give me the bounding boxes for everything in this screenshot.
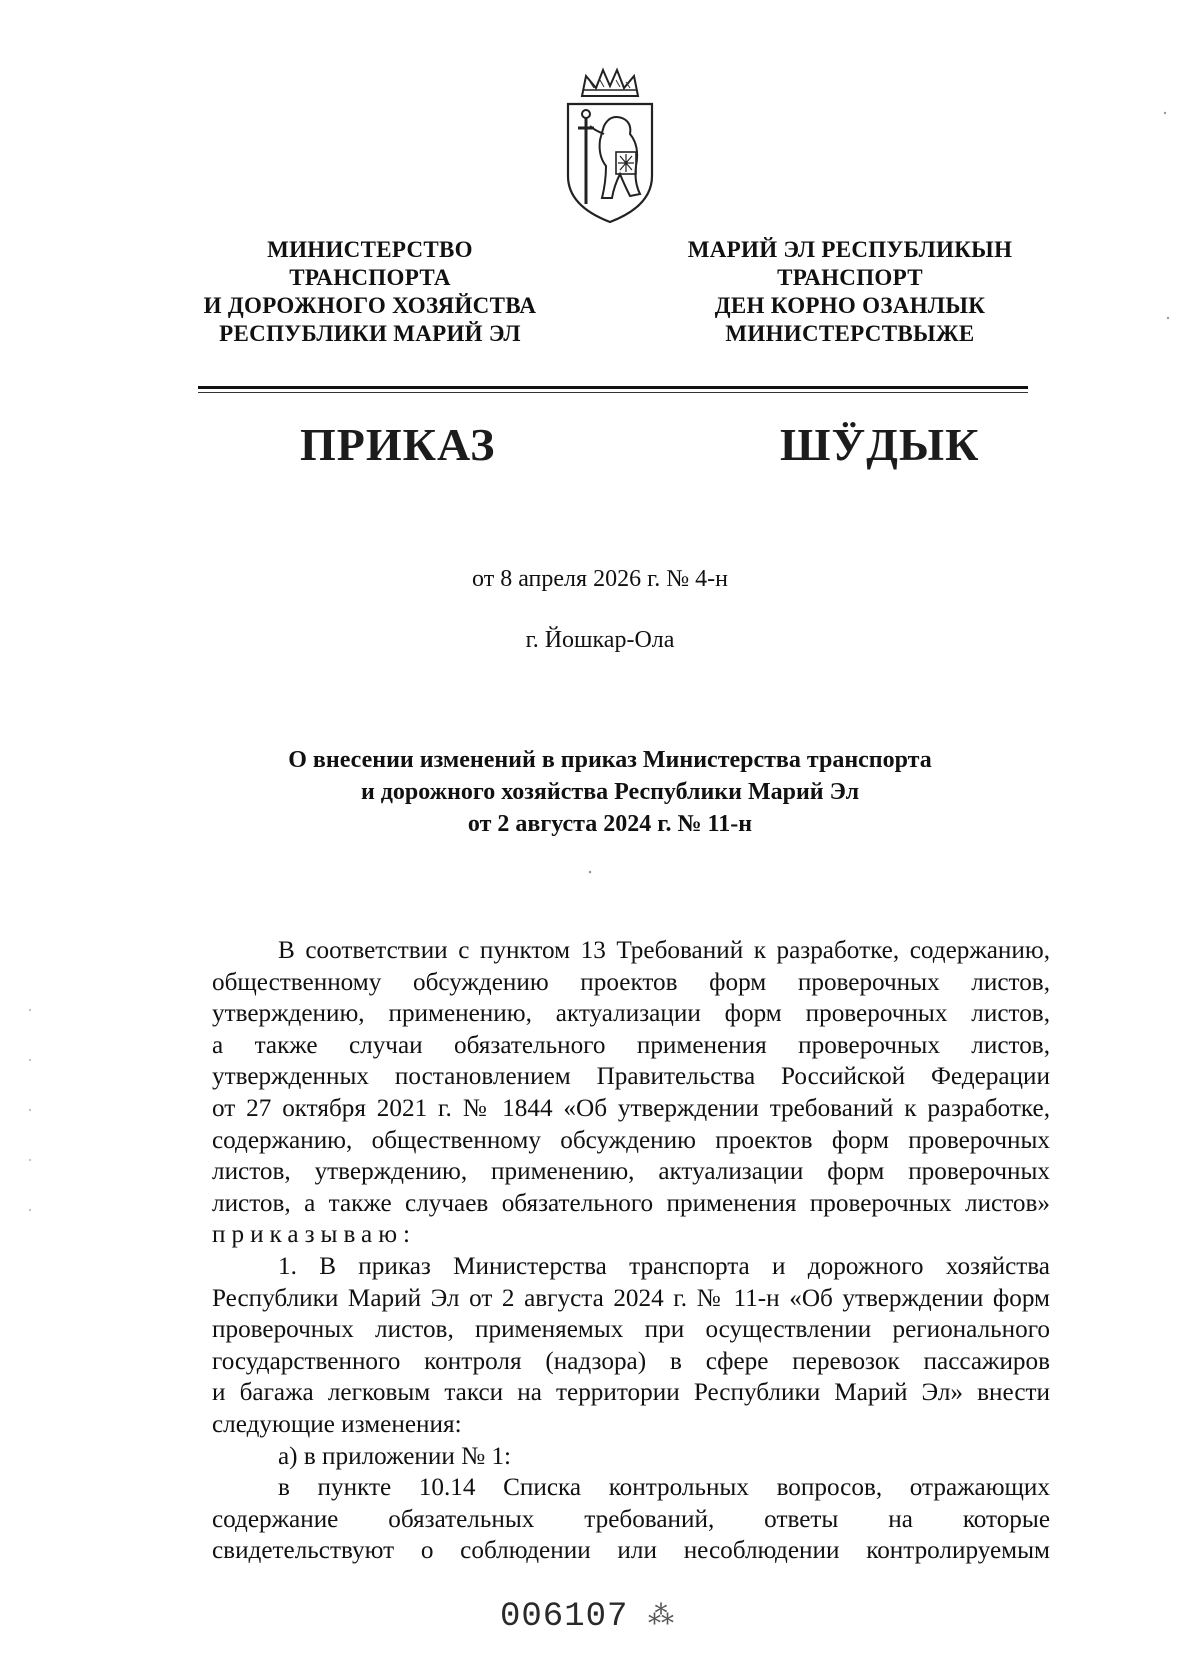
header-line: МИНИСТЕРСТВЫЖЕ	[725, 321, 975, 346]
header-line: ДЕН КОРНО ОЗАНЛЫК	[714, 293, 986, 318]
body-line: утверждению, применению, актуализации форм проверочных листов,	[212, 1000, 1050, 1028]
header-divider	[198, 386, 1028, 389]
coat-of-arms-icon	[560, 66, 660, 226]
body-line: государственного контроля (надзора) в сфере перевозок пассажиров	[212, 1347, 1050, 1375]
header-line: И ДОРОЖНОГО ХОЗЯЙСТВА	[203, 293, 537, 318]
subject-line: от 2 августа 2024 г. № 11-н	[467, 811, 753, 837]
order-title-mari: ШӰДЫК	[780, 419, 980, 470]
order-date-number: от 8 апреля 2026 г. № 4-н	[472, 566, 728, 592]
registration-stamp-number: 006107	[500, 1598, 629, 1636]
body-line-orders: приказываю:	[212, 1221, 417, 1249]
body-line: свидетельствуют о соблюдении или несоблюдении контролируемым	[212, 1537, 1050, 1565]
body-line: содержание обязательных требований, ответы на которые	[212, 1505, 1050, 1533]
header-line: ТРАНСПОРТ	[777, 265, 923, 290]
body-line: а также случаи обязательного применения проверочных листов,	[212, 1031, 1050, 1059]
body-line: Республики Марий Эл от 2 августа 2024 г. № 11-н «Об утверждении форм	[212, 1284, 1050, 1312]
header-line: ТРАНСПОРТА	[289, 265, 451, 290]
header-line: МАРИЙ ЭЛ РЕСПУБЛИКЫН	[687, 237, 1013, 262]
header-line: МИНИСТЕРСТВО	[267, 237, 473, 262]
body-line: утвержденных постановлением Правительства Российской Федерации	[212, 1063, 1050, 1091]
subject-line: и дорожного хозяйства Республики Марий Эл	[360, 779, 860, 805]
order-city: г. Йошкар-Ола	[525, 627, 675, 653]
body-line: проверочных листов, применяемых при осуществлении регионального	[212, 1316, 1050, 1344]
subject-line: О внесении изменений в приказ Министерства транспорта	[288, 747, 932, 773]
order-title-russian: ПРИКАЗ	[300, 419, 496, 470]
body-line: а) в приложении № 1:	[278, 1442, 512, 1470]
header-divider-thin	[198, 392, 1028, 393]
body-line: содержанию, общественному обсуждению проектов форм проверочных	[212, 1126, 1050, 1154]
body-line: от 27 октября 2021 г. № 1844 «Об утверждении требований к разработке,	[212, 1094, 1050, 1122]
order-subject	[200, 744, 1020, 840]
body-line: листов, утверждению, применению, актуализации форм проверочных	[212, 1158, 1050, 1186]
stamp-star-icon: ⁂	[648, 1601, 674, 1630]
body-line: 1. В приказ Министерства транспорта и дорожного хозяйства	[278, 1252, 1050, 1280]
body-line: и багажа легковым такси на территории Республики Марий Эл» внести	[212, 1379, 1050, 1407]
body-line: следующие изменения:	[212, 1410, 462, 1438]
header-line: РЕСПУБЛИКИ МАРИЙ ЭЛ	[219, 321, 521, 346]
order-body	[212, 935, 1050, 1567]
body-line: листов, а также случаев обязательного применения проверочных листов»	[212, 1189, 1050, 1217]
ministry-name-russian	[180, 236, 560, 348]
body-line: В соответствии с пунктом 13 Требований к разработке, содержанию,	[278, 937, 1050, 964]
ministry-name-mari	[660, 236, 1040, 348]
body-line: в пункте 10.14 Списка контрольных вопросов, отражающих	[278, 1474, 1050, 1502]
body-line: общественному обсуждению проектов форм проверочных листов,	[212, 968, 1050, 996]
